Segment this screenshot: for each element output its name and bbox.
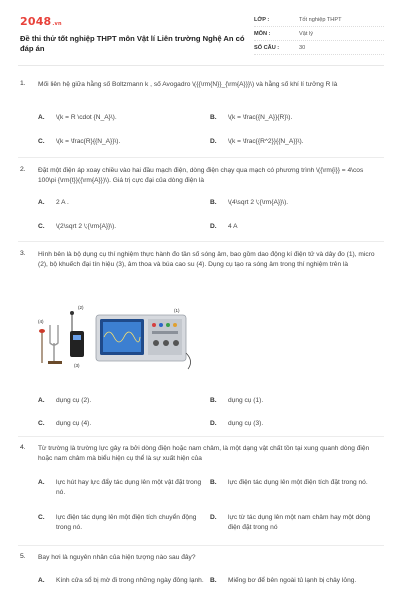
site-logo[interactable] — [20, 15, 62, 28]
option-key: C. — [38, 514, 45, 521]
question-1 — [20, 80, 384, 152]
label-1: (1) — [174, 308, 180, 313]
option-key: C. — [38, 420, 45, 427]
option-text: \(k = \frac{R}{{N_A}}\). — [56, 138, 121, 145]
meta-row-count — [254, 41, 384, 55]
meta-row-class — [254, 13, 384, 27]
label-4: (4) — [38, 319, 44, 324]
option-text: lực từ tác dụng lên một nam châm hay một dòng điện đặt trong nó — [228, 514, 371, 531]
question-2 — [20, 166, 384, 236]
option-text: lực điện tác dụng lên một điện tích đặt trong nó. — [228, 479, 368, 486]
option-text: \(k = \frac{{N_A}}{R}\). — [228, 114, 293, 121]
dial-left — [153, 340, 159, 346]
option-key: A. — [38, 577, 45, 584]
option-key: B. — [210, 479, 217, 486]
option-key: B. — [210, 397, 217, 404]
logo-tld: .vn — [52, 21, 62, 27]
experiment-apparatus-figure — [36, 303, 196, 373]
microphone-head — [70, 311, 74, 315]
meta-value: Vật lý — [299, 30, 313, 37]
option-key: D. — [210, 138, 217, 145]
mallet-head — [39, 329, 45, 333]
question-4 — [20, 444, 384, 544]
tuning-fork-base — [48, 361, 62, 364]
option-text: \(2\sqrt 2 \;{\rm{A}}\). — [56, 223, 117, 230]
option-text: dụng cụ (1). — [228, 397, 264, 404]
document-title: Đề thi thử tốt nghiệp THPT môn Vật lí Liên trường Nghệ An có đáp án — [20, 34, 245, 53]
dial-right — [173, 340, 179, 346]
option-key: A. — [38, 479, 45, 486]
option-key: A. — [38, 397, 45, 404]
meta-label: SỐ CÂU : — [254, 44, 280, 51]
meta-label: MÔN : — [254, 30, 271, 37]
question-number: 4. — [20, 444, 26, 451]
option-key: B. — [210, 577, 217, 584]
divider — [18, 157, 384, 158]
option-text: dụng cụ (4). — [56, 420, 92, 427]
document-header — [18, 10, 384, 66]
option-key: B. — [210, 199, 217, 206]
knob-orange — [173, 323, 177, 327]
divider — [18, 436, 384, 437]
logo-text: 2048 — [20, 15, 52, 28]
tuning-fork-prongs — [50, 325, 58, 345]
question-number: 5. — [20, 553, 26, 560]
knob-blue — [159, 323, 163, 327]
option-key: D. — [210, 223, 217, 230]
option-text: 2 A . — [56, 199, 69, 206]
oscilloscope-display — [103, 322, 141, 352]
divider — [18, 241, 384, 242]
option-key: D. — [210, 514, 217, 521]
option-key: D. — [210, 420, 217, 427]
knob-red — [152, 323, 156, 327]
question-text: Mối liên hệ giữa hằng số Boltzmann k , số Avogadro \({{\rm{N}}_{\rm{A}}}\) và hằng số khí lí tưởng R là — [38, 81, 338, 88]
label-2: (2) — [78, 305, 84, 310]
option-key: B. — [210, 114, 217, 121]
amplifier-box — [70, 331, 84, 357]
question-number: 1. — [20, 80, 26, 87]
option-text: \(4\sqrt 2 \;{\rm{A}}\). — [228, 199, 289, 206]
option-text: lực hút hay lực đẩy tác dụng lên một vật đặt trong nó. — [56, 479, 202, 496]
question-text: Bay hơi là nguyên nhân của hiện tượng nào sau đây? — [38, 554, 196, 561]
option-text: \(k = \frac{{R^2}}{{N_A}}\). — [228, 138, 304, 145]
option-key: C. — [38, 223, 45, 230]
option-key: A. — [38, 114, 45, 121]
document-meta — [254, 13, 384, 55]
option-text: lực điện tác dụng lên một điện tích chuyển động trong nó. — [56, 514, 197, 531]
question-text: Từ trường là trường lực gây ra bởi dòng điện hoặc nam châm, là một dạng vật chất tồn tại xung quanh dòng điện hoặc nam châm mà biểu hiện cụ thể là sự xuất hiện của — [38, 445, 370, 462]
meta-value: 30 — [299, 44, 306, 51]
amplifier-indicator — [73, 335, 81, 340]
knob-green — [166, 323, 170, 327]
option-text: dụng cụ (3). — [228, 420, 264, 427]
panel-strip — [152, 331, 178, 334]
question-5 — [20, 553, 384, 599]
option-key: C. — [38, 138, 45, 145]
meta-label: LỚP : — [254, 16, 270, 23]
label-3: (3) — [74, 363, 80, 368]
question-text: Đặt một điện áp xoay chiều vào hai đầu mạch điện, dòng điện chạy qua mạch có phương trình \({\rm{i}} = 4\cos 100\pi {\rm{t}}({\rm{A}})\). Giá trị cực đại của dòng điện là — [38, 167, 364, 184]
option-text: Miếng bơ để bên ngoài tủ lạnh bị chảy lỏng. — [228, 577, 357, 584]
meta-row-subject — [254, 27, 384, 41]
question-text: Hình bên là bộ dụng cụ thí nghiệm thực hành đo tần số sóng âm, bao gồm dao động kí điện tử và dây đo (1), micro (2), bộ khuếch đại tín hiệu (3), âm thoa và búa cao su (4). Dụng cụ tạo ra sóng âm trong thí nghiệm trên là — [38, 251, 375, 268]
probe-cable — [186, 353, 191, 369]
divider — [18, 545, 384, 546]
question-number: 3. — [20, 250, 26, 257]
question-number: 2. — [20, 166, 26, 173]
option-text: \(k = R \cdot {N_A}\). — [56, 114, 117, 121]
dial-mid — [163, 340, 169, 346]
option-text: dụng cụ (2). — [56, 397, 92, 404]
option-text: Kính cửa sổ bị mờ đi trong những ngày đông lạnh. — [56, 577, 204, 584]
option-text: 4 A — [228, 223, 238, 230]
meta-value: Tốt nghiệp THPT — [299, 16, 342, 23]
option-key: A. — [38, 199, 45, 206]
